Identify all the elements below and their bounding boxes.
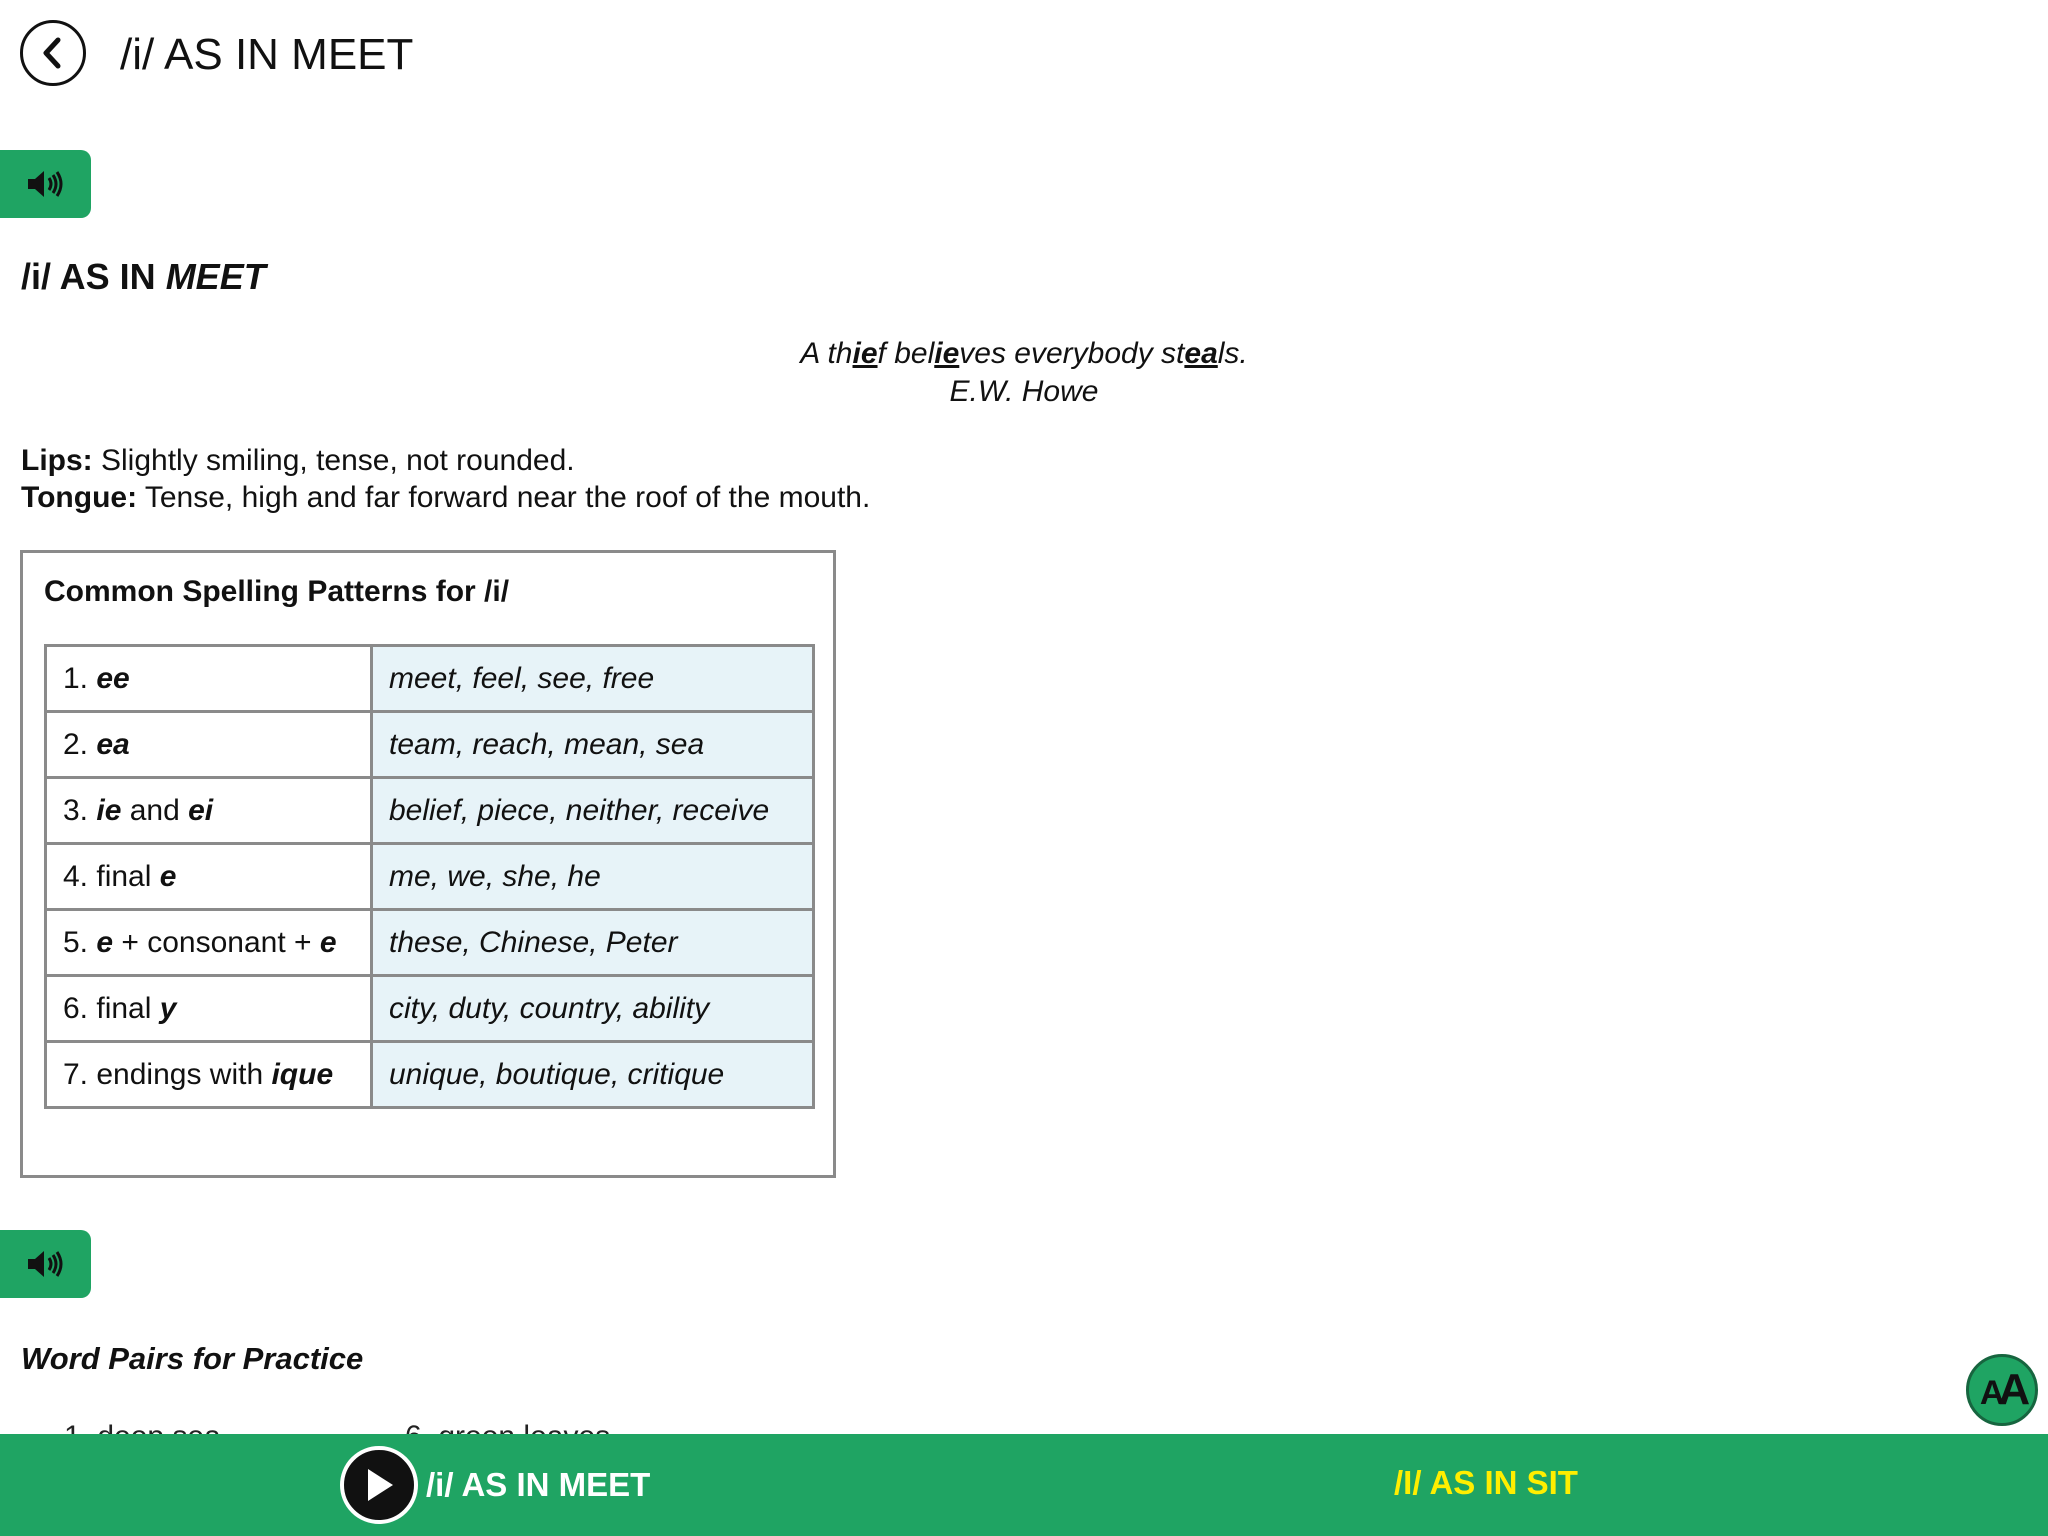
spelling-patterns-table: [44, 644, 815, 1109]
spelling-patterns-title: Common Spelling Patterns for /i/: [44, 575, 510, 608]
quote-highlight: ea: [1184, 337, 1218, 370]
spelling-pattern-row: [46, 1042, 814, 1108]
lips-text: Slightly smiling, tense, not rounded.: [92, 444, 575, 477]
pattern-number: 5.: [63, 925, 97, 959]
pattern-letters: ee: [96, 661, 130, 695]
font-size-button[interactable]: [1966, 1354, 2038, 1426]
spelling-pattern-row: [46, 712, 814, 778]
spelling-pattern-row: [46, 910, 814, 976]
play-audio-button[interactable]: [0, 150, 91, 218]
spelling-examples-cell: me, we, she, he: [372, 844, 814, 910]
pattern-prefix: endings with: [96, 1057, 272, 1091]
spelling-pattern-cell: [46, 778, 372, 844]
speaker-icon: [26, 1248, 66, 1280]
pattern-middle: and: [121, 793, 189, 827]
spelling-pattern-cell: [46, 910, 372, 976]
spelling-pattern-row: [46, 976, 814, 1042]
spelling-pattern-cell: [46, 976, 372, 1042]
page-title: /i/ AS IN MEET: [120, 30, 414, 79]
section-heading-prefix: /i/ AS IN: [21, 256, 166, 297]
spelling-examples-cell: meet, feel, see, free: [372, 646, 814, 712]
quote-highlight: ie: [852, 337, 878, 370]
pattern-letters: e: [96, 925, 114, 959]
tongue-line: [21, 479, 870, 516]
pattern-middle: + consonant +: [113, 925, 320, 959]
quote-highlight: ie: [934, 337, 960, 370]
spelling-examples-cell: team, reach, mean, sea: [372, 712, 814, 778]
font-size-icon-small: A: [1979, 1374, 1999, 1412]
spelling-pattern-cell: [46, 844, 372, 910]
spelling-examples-cell: city, duty, country, ability: [372, 976, 814, 1042]
bottom-navigation-bar: [0, 1434, 2048, 1536]
play-practice-audio-button[interactable]: [0, 1230, 91, 1298]
pattern-number: 4.: [63, 859, 97, 893]
spelling-pattern-cell: [46, 646, 372, 712]
play-icon: [362, 1466, 396, 1504]
tongue-label: Tongue:: [21, 481, 138, 514]
pattern-letters: ique: [271, 1057, 334, 1091]
section-heading: [21, 255, 266, 299]
spelling-examples-cell: belief, piece, neither, receive: [372, 778, 814, 844]
pattern-prefix: final: [96, 859, 160, 893]
tongue-text: Tense, high and far forward near the roof of the mouth.: [137, 481, 871, 514]
pattern-letters: ei: [188, 793, 214, 827]
spelling-pattern-cell: [46, 712, 372, 778]
pattern-number: 3.: [63, 793, 97, 827]
spelling-pattern-row: [46, 646, 814, 712]
back-button[interactable]: [20, 20, 86, 86]
section-heading-word: MEET: [165, 256, 266, 297]
spelling-examples-cell: unique, boutique, critique: [372, 1042, 814, 1108]
font-size-icon: [1980, 1365, 2024, 1415]
pattern-number: 7.: [63, 1057, 97, 1091]
pattern-letters: y: [159, 991, 177, 1025]
pattern-number: 6.: [63, 991, 97, 1025]
pattern-letters: e: [159, 859, 177, 893]
pattern-letters: ea: [96, 727, 130, 761]
pattern-number: 1.: [63, 661, 97, 695]
pattern-letters: ie: [96, 793, 122, 827]
quote-part: ves everybody st: [959, 337, 1185, 370]
spelling-patterns-box: [20, 550, 836, 1178]
speaker-icon: [26, 168, 66, 200]
spelling-pattern-row: [46, 844, 814, 910]
spelling-examples-cell: these, Chinese, Peter: [372, 910, 814, 976]
next-lesson-link[interactable]: /I/ AS IN SIT: [1394, 1464, 1578, 1501]
font-size-icon-big: A: [1998, 1365, 2025, 1414]
quote-part: ls.: [1217, 337, 1248, 370]
pattern-letters: e: [319, 925, 337, 959]
articulation-description: [21, 442, 870, 516]
quote-part: A th: [800, 337, 853, 370]
quote-text: [620, 335, 1428, 373]
chevron-left-icon: [38, 36, 68, 70]
play-lesson-button[interactable]: [340, 1446, 418, 1524]
lips-line: [21, 442, 870, 479]
spelling-pattern-row: [46, 778, 814, 844]
pattern-prefix: final: [96, 991, 160, 1025]
spelling-pattern-cell: [46, 1042, 372, 1108]
pattern-number: 2.: [63, 727, 97, 761]
quote: [620, 335, 1428, 411]
quote-part: f bel: [877, 337, 935, 370]
current-lesson-label: /i/ AS IN MEET: [426, 1466, 651, 1503]
lips-label: Lips:: [21, 444, 93, 477]
quote-author: E.W. Howe: [949, 375, 1099, 408]
practice-heading: Word Pairs for Practice: [21, 1341, 364, 1376]
